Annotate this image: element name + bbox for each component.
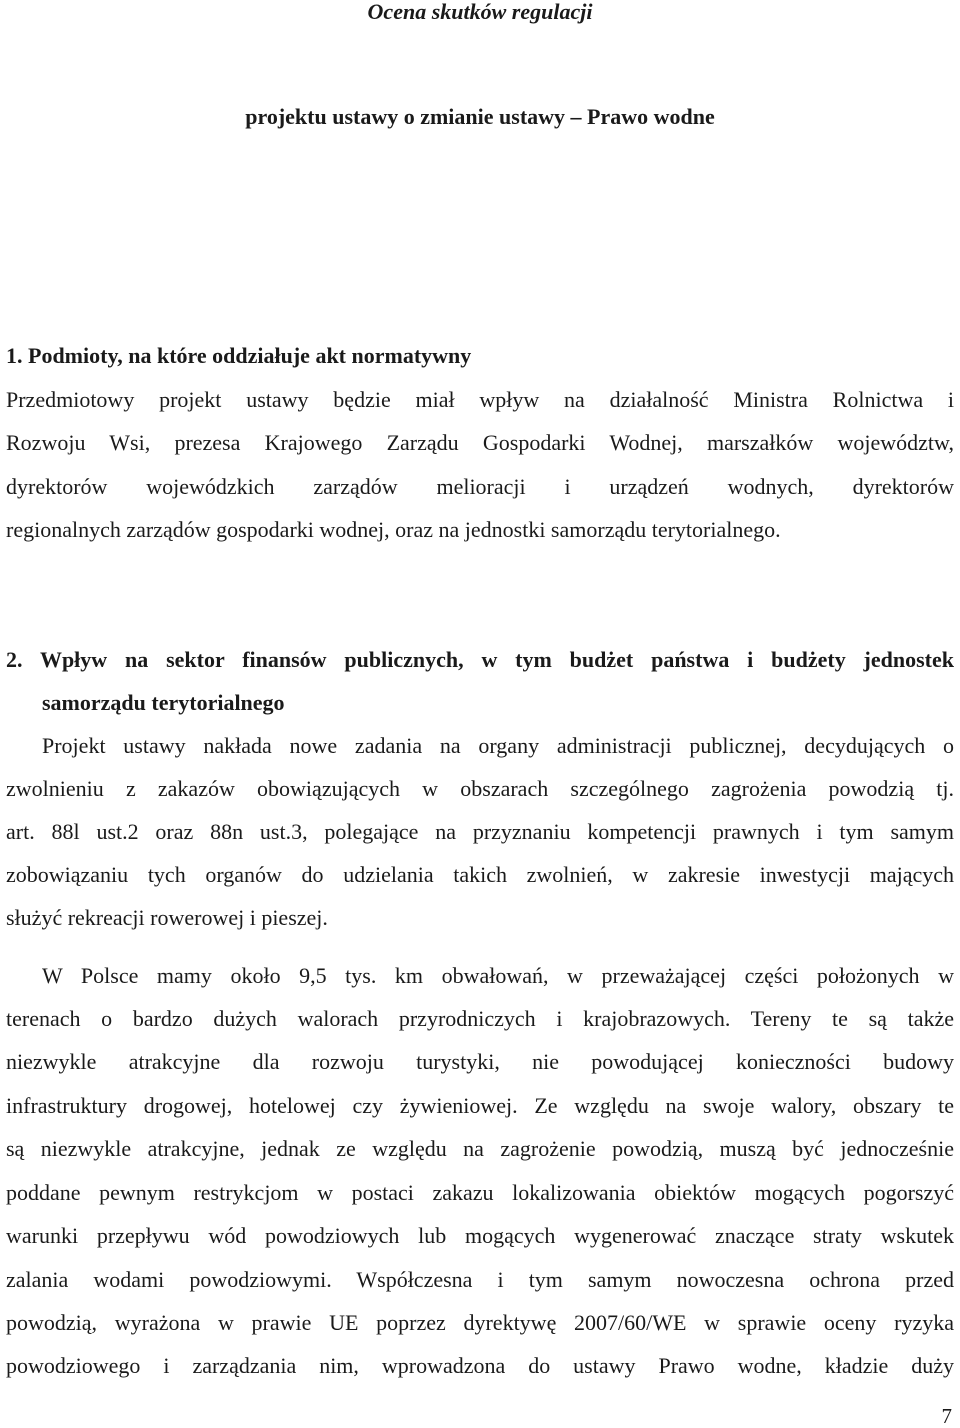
section-1-line: Przedmiotowy projekt ustawy będzie miał wpływ na działalność Ministra Rolnictwa i — [6, 387, 954, 412]
section-1-line: dyrektorów wojewódzkich zarządów melioracji i urządzeń wodnych, dyrektorów — [6, 474, 954, 499]
section-2-paragraph-line: zalania wodami powodziowymi. Współczesna i tym samym nowoczesna ochrona przed — [6, 1267, 954, 1292]
section-2-paragraph-line: zwolnieniu z zakazów obowiązujących w obszarach szczególnego zagrożenia powodzią tj. — [6, 776, 954, 801]
section-2-paragraph-line: Projekt ustawy nakłada nowe zadania na organy administracji publicznej, decydujących o — [42, 733, 954, 758]
section-2-paragraph-line: warunki przepływu wód powodziowych lub mogących wygenerować znaczące straty wskutek — [6, 1223, 954, 1248]
section-2-paragraph-line: powodzią, wyrażona w prawie UE poprzez dyrektywę 2007/60/WE w sprawie oceny ryzyka — [6, 1310, 954, 1335]
section-2-paragraph-line: poddane pewnym restrykcjom w postaci zakazu lokalizowania obiektów mogących pogorszyć — [6, 1180, 954, 1205]
section-2-paragraph-line: powodziowego i zarządzania nim, wprowadzona do ustawy Prawo wodne, kładzie duży — [6, 1353, 954, 1378]
document-title: Ocena skutków regulacji — [367, 0, 593, 24]
section-1-line: regionalnych zarządów gospodarki wodnej, oraz na jednostki samorządu terytorialnego. — [6, 517, 781, 542]
section-2-paragraph-line: służyć rekreacji rowerowej i pieszej. — [6, 905, 328, 930]
section-2-paragraph-line: terenach o bardzo dużych walorach przyrodniczych i krajobrazowych. Tereny te są także — [6, 1006, 954, 1031]
section-2-heading: 2. Wpływ na sektor finansów publicznych, w tym budżet państwa i budżety jednostek — [6, 647, 954, 672]
section-1-line: Rozwoju Wsi, prezesa Krajowego Zarządu Gospodarki Wodnej, marszałków województw, — [6, 430, 954, 455]
section-2-paragraph-line: niezwykle atrakcyjne dla rozwoju turystyki, nie powodującej konieczności budowy — [6, 1049, 954, 1074]
section-2-paragraph-line: zobowiązaniu tych organów do udzielania takich zwolnień, w zakresie inwestycji mających — [6, 862, 954, 887]
section-2-paragraph-line: art. 88l ust.2 oraz 88n ust.3, polegające na przyznaniu kompetencji prawnych i tym samym — [6, 819, 954, 844]
document-subtitle: projektu ustawy o zmianie ustawy – Prawo wodne — [245, 104, 715, 129]
section-2-paragraph-line: są niezwykle atrakcyjne, jednak ze względu na zagrożenie powodzią, muszą być jednocześnie — [6, 1136, 954, 1161]
section-2-paragraph-line: W Polsce mamy około 9,5 tys. km obwałowań, w przeważającej części położonych w — [42, 963, 954, 988]
section-2-paragraph-line: infrastruktury drogowej, hotelowej czy żywieniowej. Ze względu na swoje walory, obszary te — [6, 1093, 954, 1118]
page-number: 7 — [941, 1404, 952, 1428]
section-2-heading-continued: samorządu terytorialnego — [42, 690, 285, 715]
section-1-heading: 1. Podmioty, na które oddziałuje akt normatywny — [6, 343, 472, 368]
